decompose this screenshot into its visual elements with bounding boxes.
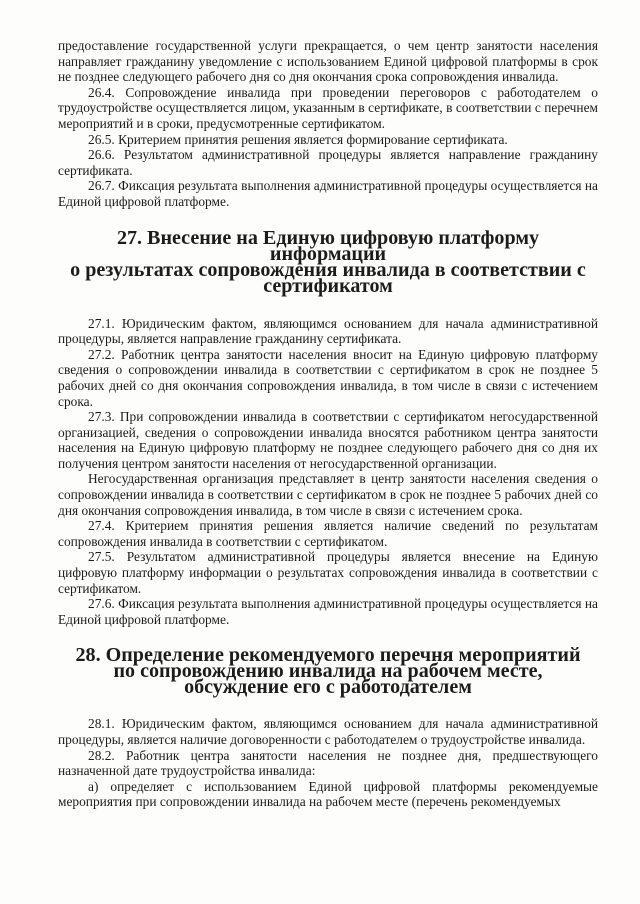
paragraph-26-4: 26.4. Сопровождение инвалида при проведении переговоров с работодателем о трудоустройстве осуществляется лицом, указанным в сертификате, в соответствии с перечнем мероприятий и в сроки, предусмотренные сертификатом. xyxy=(58,84,598,131)
section-27-heading-line-2: о результатах сопровождения инвалида в соответствии с сертификатом xyxy=(70,258,586,297)
paragraph-26-6: 26.6. Результатом административной процедуры является направление гражданину сертификата. xyxy=(58,147,598,178)
section-28-heading-line-1: 28. Определение рекомендуемого перечня мероприятий xyxy=(75,644,581,667)
paragraph-27-2: 27.2. Работник центра занятости населения вносит на Единую цифровую платформу сведения о сопровождении инвалида в соответствии с сертификатом в срок не позднее 5 рабочих дней со дня окончания сопровождения инвалида, в том числе в связи с истечением срока. xyxy=(58,346,598,409)
section-27-heading xyxy=(58,226,598,297)
paragraph-28-2: 28.2. Работник центра занятости населения не позднее дня, предшествующего назначенной дате трудоустройства инвалида: xyxy=(58,747,598,779)
paragraph-27-3: 27.3. При сопровождении инвалида в соответствии с сертификатом негосударственной организацией, сведения о сопровождении инвалида вносятся работником центра занятости населения на Единую цифровую платформу не позднее следующего рабочего дня со дня их получения центром занятости населения от негосударственной организации. xyxy=(58,409,598,471)
paragraph-27-6: 27.6. Фиксация результата выполнения административной процедуры осуществляется на Единой цифровой платформе. xyxy=(58,596,598,627)
section-28-heading xyxy=(58,644,598,699)
paragraph-28-2-a: а) определяет с использованием Единой цифровой платформы рекомендуемые мероприятия при сопровождении инвалида на рабочем месте (перечень рекомендуемых xyxy=(58,778,598,810)
section-28-heading-line-2: по сопровождению инвалида на рабочем месте, xyxy=(113,660,543,683)
paragraph-27-5: 27.5. Результатом административной процедуры является внесение на Единую цифровую платформу информации о результатах сопровождения инвалида в соответствии с сертификатом. xyxy=(58,549,598,596)
paragraph-26-5: 26.5. Критерием принятия решения является формирование сертификата. xyxy=(88,131,508,147)
paragraph-26-3-continuation: предоставление государственной услуги прекращается, о чем центр занятости населения направляет гражданину уведомление с использованием Единой цифровой платформы в срок не позднее следующего рабочего дня со дня окончания срока сопровождения инвалида. xyxy=(58,38,598,85)
paragraph-28-1: 28.1. Юридическим фактом, являющимся основанием для начала административной процедуры, является наличие договоренности с работодателем о трудоустройстве инвалида. xyxy=(58,716,598,747)
section-27-heading-line-1: 27. Внесение на Единую цифровую платформу информации xyxy=(116,226,540,265)
section-28-heading-line-3: обсуждение его с работодателем xyxy=(184,676,472,699)
paragraph-26-7: 26.7. Фиксация результата выполнения административной процедуры осуществляется на Единой цифровой платформе. xyxy=(58,178,598,209)
paragraph-27-1: 27.1. Юридическим фактом, являющимся основанием для начала административной процедуры, является направление гражданину сертификата. xyxy=(58,315,598,347)
paragraph-27-4: 27.4. Критерием принятия решения является наличие сведений по результатам сопровождения инвалида в соответствии с сертификатом. xyxy=(58,518,598,549)
paragraph-27-3-ngo: Негосударственная организация представляет в центр занятости населения сведения о сопровождении инвалида в соответствии с сертификатом в срок не позднее 5 рабочих дней со дня окончания сопровождения инвалида, в том числе в связи с истечением срока. xyxy=(58,471,598,518)
document-body xyxy=(58,38,598,810)
